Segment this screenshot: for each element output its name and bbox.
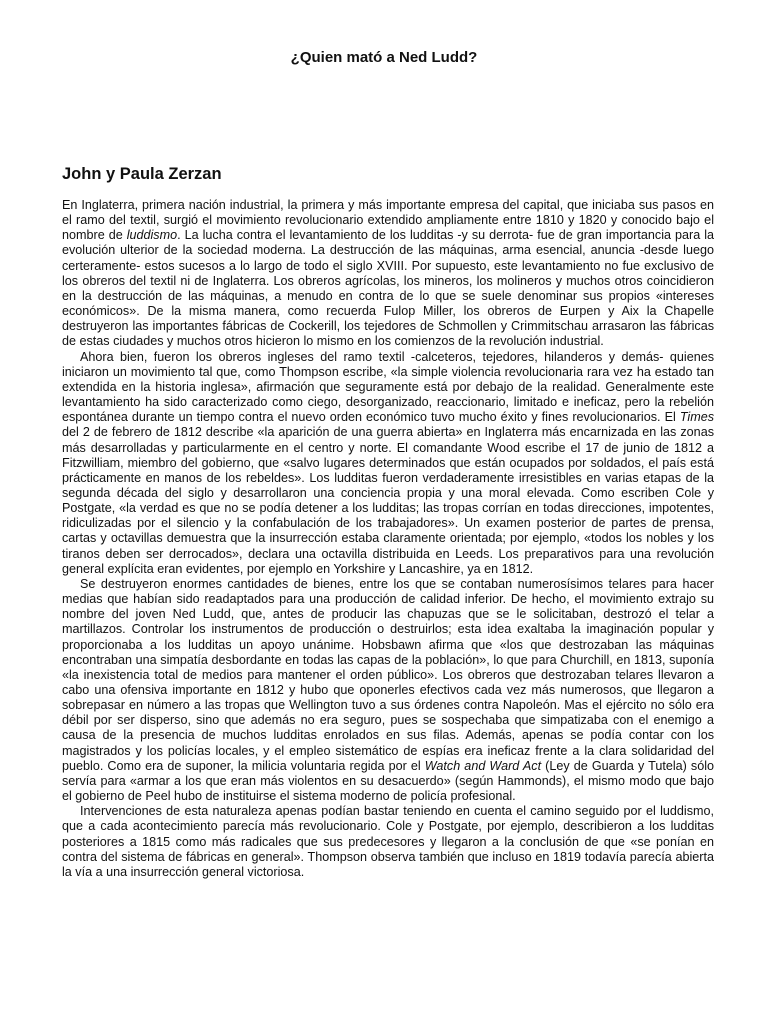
body-paragraph <box>62 198 714 350</box>
author-heading: John y Paula Zerzan <box>62 165 222 183</box>
paragraph-text: del 2 de febrero de 1812 describe «la aparición de una guerra abierta» en Inglaterra más encarnizada en las zonas más desarrolladas y particularmente en el centro y norte. El comandante Wood escribe el 17 de junio de 1812 a Fitzwilliam, miembro del gobierno, que «salvo lugares determinados que están ocupados por soldados, el país está prácticamente en manos de los rebeldes». Los ludditas fueron verdaderamente irresistibles en varias etapas de la segunda década del siglo y desarrollaron una conciencia propia y una moral elevada. Como escriben Cole y Postgate, «la verdad es que no se podía detener a los ludditas; las tropas corrían en todas direcciones, impotentes, ridiculizadas por el silencio y la confabulación de los trabajadores». Un examen posterior de partes de prensa, cartas y octavillas demuestra que la insurrección estaba claramente orientada; por ejemplo, «todos los nobles y los tiranos deben ser derrocados», declara una octavilla distribuida en Leeds. Los preparativos para una revolución general explícita eran evidentes, por ejemplo en Yorkshire y Lancashire, ya en 1812. <box>62 425 714 576</box>
paragraph-text: Intervenciones de esta naturaleza apenas podían bastar teniendo en cuenta el camino seguido por el luddismo, que a cada acontecimiento parecía más revolucionario. Cole y Postgate, por ejemplo, describieron a los ludditas posteriores a 1815 como más radicales que sus predecesores y llegaron a la conclusión de que «se ponían en contra del sistema de fábricas en general». Thompson observa también que incluso en 1819 todavía parecía abierta la vía a una insurrección general victoriosa. <box>62 804 714 879</box>
document-title: ¿Quien mató a Ned Ludd? <box>290 49 478 66</box>
body-paragraph <box>62 350 714 577</box>
body-paragraph <box>62 577 714 804</box>
paragraph-text: Se destruyeron enormes cantidades de bienes, entre los que se contaban numerosísimos telares para hacer medias que habían sido readaptados para una producción de calidad inferior. De hecho, el movimiento extrajo su nombre del joven Ned Ludd, que, antes de producir las chapuzas que se le solicitaban, destrozó el telar a martillazos. Controlar los instrumentos de producción o destruirlos; esta idea exaltaba la imaginación popular y proporcionaba a los ludditas un apoyo unánime. Hobsbawn afirma que «los que destrozaban las máquinas encontraban una simpatía desbordante en todas las capas de la población», lo que para Churchill, en 1813, suponía «la inexistencia total de medios para mantener el orden público». Los obreros que destrozaban telares llevaron a cabo una ofensiva importante en 1812 y hubo que oponerles efectivos cada vez más numerosos, que llegaron a sobrepasar en número a las tropas que Wellington tuvo a sus órdenes contra Napoleón. Mas el ejército no sólo era débil por ser disperso, sino que además no era seguro, pues se sospechaba que simpatizaba con el enemigo a causa de la presencia de muchos ludditas enrolados en sus filas. Además, apenas se podía contar con los magistrados y los policías locales, y el empleo sistemático de espías era ineficaz frente a la clara solidaridad del pueblo. Como era de suponer, la milicia voluntaria regida por el <box>62 576 714 773</box>
paragraph-text: . La lucha contra el levantamiento de los ludditas -y su derrota- fue de gran importancia para la evolución ulterior de la sociedad moderna. La destrucción de las máquinas, arma esencial, anuncia -desde luego certeramente- estos sucesos a lo largo de todo el siglo XVIII. Por supuesto, este levantamiento no fue exclusivo de los obreros del textil ni de Inglaterra. Los obreros agrícolas, los mineros, los molineros y muchos otros coincidieron en la destrucción de las máquinas, a menudo en contra de lo que se suele denominar sus propios «intereses económicos». De la misma manera, como recuerda Fulop Miller, los obreros de Eurpen y Aix la Chapelle destruyeron las importantes fábricas de Cockerill, los tejedores de Schmollen y Crimmitschau arrasaron las fábricas de estas ciudades y muchos otros hicieron lo mismo en los comienzos de la revolución industrial. <box>62 228 714 349</box>
body-paragraph <box>62 804 714 880</box>
italic-text: Watch and Ward Act <box>424 758 542 773</box>
italic-text: luddismo <box>126 228 178 243</box>
paragraph-text: Ahora bien, fueron los obreros ingleses del ramo textil -calceteros, tejedores, hilanderos y demás- quienes iniciaron un movimiento tal que, como Thompson escribe, «la simple violencia revolucionaria rara vez ha estado tan extendida en la historia inglesa», afirmación que seguramente está por debajo de la realidad. Generalmente este levantamiento ha sido caracterizado como ciego, desorganizado, reaccionario, limitado e ineficaz, pero la rebelión espontánea durante un tiempo contra el nuevo orden económico tuvo mucho éxito y fines revolucionarios. El <box>62 349 714 425</box>
paragraph-text: En Inglaterra, primera nación industrial, la primera y más importante empresa del capital, que iniciaba sus pasos en el ramo del textil, surgió el movimiento revolucionario extendido ampliamente entre 1810 y 1820 y conocido bajo el nombre de <box>62 198 714 243</box>
document-body <box>62 198 714 880</box>
italic-text: Times <box>679 410 714 425</box>
paragraph-text: (Ley de Guarda y Tutela) sólo servía para «armar a los que eran más violentos en su desacuerdo» (según Hammonds), el mismo modo que bajo el gobierno de Peel hubo de instituirse el sistema moderno de policía profesional. <box>62 758 715 804</box>
